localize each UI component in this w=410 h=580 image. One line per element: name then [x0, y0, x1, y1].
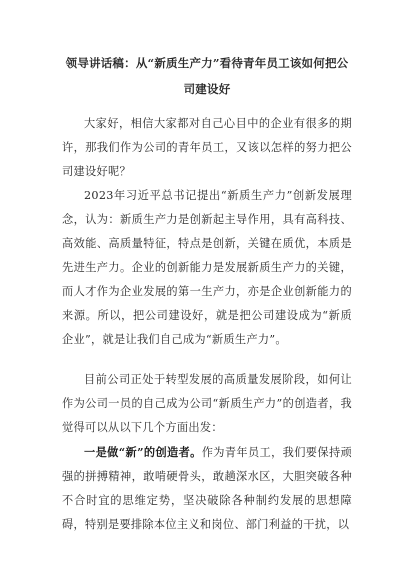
paragraph-text: 目前公司正处于转型发展的高质量发展阶段，如何让作为公司一员的自己成为公司“新质生产力”的创造者，我觉得可以从以下几个方面出发： — [62, 373, 352, 434]
paragraph-transformation — [62, 368, 352, 440]
paragraph-text: 大家好，相信大家都对自己心目中的企业有很多的期许，那我们作为公司的青年员工，又该以怎样的努力把公司建设好呢？ — [62, 117, 352, 178]
paragraph-text: 作为青年员工，我们要保持顽强的拼搏精神，敢啃硬骨头，敢趟深水区，大胆突破各种不合时宜的思维定势，坚决破除各种制约发展的思想障碍，特别是要排除本位主义和岗位、部门利益的干扰，以 — [62, 446, 352, 531]
paragraph-point-one — [62, 440, 352, 537]
paragraph-new-productivity — [62, 184, 352, 352]
document-title: 领导讲话稿：从“新质生产力”看待青年员工该如何把公司建设好 — [65, 56, 349, 96]
paragraph-text: 2023年习近平总书记提出“新质生产力”创新发展理念，认为：新质生产力是创新起主导作用，具有高科技、高效能、高质量特征，特点是创新，关键在质优，本质是先进生产力。企业的创新能力是发展新质生产力的关键，而人才作为企业发展的第一生产力，亦是企业创新能力的来源。所以，把公司建设好，就是把公司建设成为“新质企业”，就是让我们自己成为“新质生产力”。 — [62, 189, 352, 346]
paragraph-greeting — [62, 112, 352, 184]
paragraph-lead: 一是做“新”的创造者。 — [84, 445, 202, 459]
